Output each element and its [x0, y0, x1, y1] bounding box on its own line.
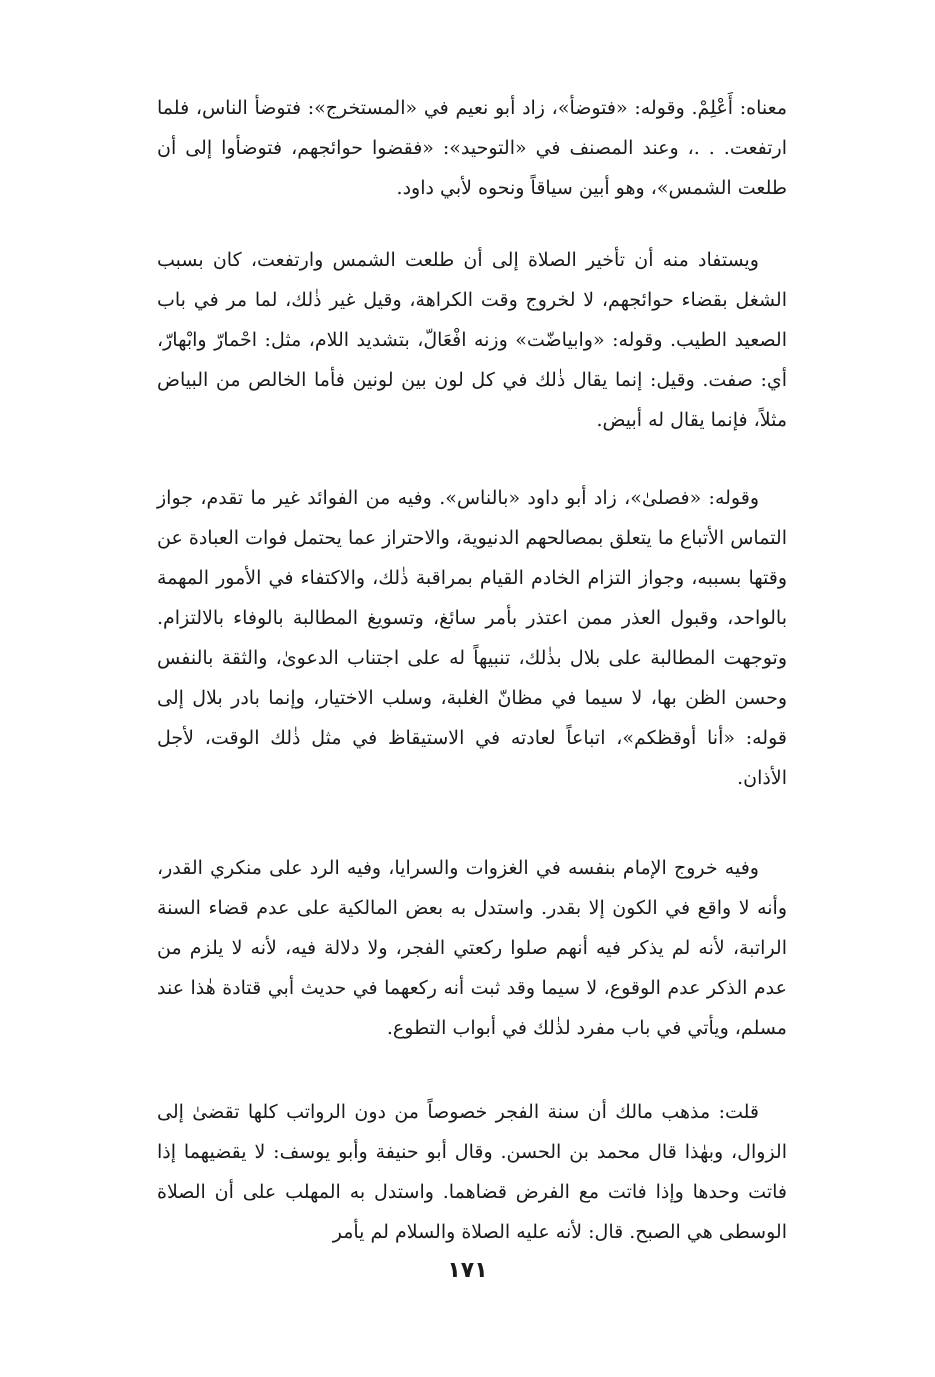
paragraph-text: قلت: مذهب مالك أن سنة الفجر خصوصاً من دون الرواتب كلها تقضىٰ إلى الزوال، وبهٰذا قال محمد بن الحسن. وقال أبو حنيفة وأبو يوسف: لا يقضيهما إذا فاتت وحدها وإذا فاتت مع الفرض قضاهما. واستدل به المهلب على أن الصلاة الوسطى هي الصبح. قال: لأنه عليه الصلاة والسلام لم يأمر [157, 1101, 787, 1243]
paragraph-4 [157, 848, 787, 1048]
paragraph-text: معناه: أَعْلِمْ. وقوله: «فتوضأ»، زاد أبو نعيم في «المستخرج»: فتوضأ الناس، فلما ارتفعت. . .، وعند المصنف في «التوحيد»: «فقضوا حوائجهم، فتوضأوا إلى أن طلعت الشمس»، وهو أبين سياقاً ونحوه لأبي داود. [157, 97, 787, 199]
paragraph-text: وفيه خروج الإمام بنفسه في الغزوات والسرايا، وفيه الرد على منكري القدر، وأنه لا واقع في الكون إلا بقدر. واستدل به بعض المالكية على عدم قضاء السنة الراتبة، لأنه لم يذكر فيه أنهم صلوا ركعتي الفجر، ولا دلالة فيه، لأنه لا يلزم من عدم الذكر عدم الوقوع، لا سيما وقد ثبت أنه ركعهما في حديث أبي قتادة هٰذا عند مسلم، ويأتي في باب مفرد لذٰلك في أبواب التطوع. [157, 857, 787, 1039]
paragraph-3 [157, 478, 787, 798]
page-number: ١٧١ [447, 1258, 488, 1283]
paragraph-5 [157, 1092, 787, 1252]
paragraph-text: ويستفاد منه أن تأخير الصلاة إلى أن طلعت الشمس وارتفعت، كان بسبب الشغل بقضاء حوائجهم، لا لخروج وقت الكراهة، وقيل غير ذٰلك، لما مر في باب الصعيد الطيب. وقوله: «وابياضّت» وزنه افْعَالّ، بتشديد اللام، مثل: احْمارّ وابْهارّ، أي: صفت. وقيل: إنما يقال ذٰلك في كل لون بين لونين فأما الخالص من البياض مثلاً، فإنما يقال له أبيض. [157, 249, 787, 431]
paragraph-text: وقوله: «فصلىٰ»، زاد أبو داود «بالناس». وفيه من الفوائد غير ما تقدم، جواز التماس الأتباع ما يتعلق بمصالحهم الدنيوية، والاحتراز عما يحتمل فوات العبادة عن وقتها بسببه، وجواز التزام الخادم القيام بمراقبة ذٰلك، والاكتفاء في الأمور المهمة بالواحد، وقبول العذر ممن اعتذر بأمر سائغ، وتسويغ المطالبة بالوفاء بالالتزام. وتوجهت المطالبة على بلال بذٰلك، تنبيهاً له على اجتناب الدعوىٰ، والثقة بالنفس وحسن الظن بها، لا سيما في مظانّ الغلبة، وسلب الاختيار، وإنما بادر بلال إلى قوله: «أنا أوقظكم»، اتباعاً لعادته في الاستيقاظ في مثل ذٰلك الوقت، لأجل الأذان. [157, 487, 787, 789]
paragraph-2 [157, 240, 787, 440]
paragraph-1 [157, 88, 787, 208]
